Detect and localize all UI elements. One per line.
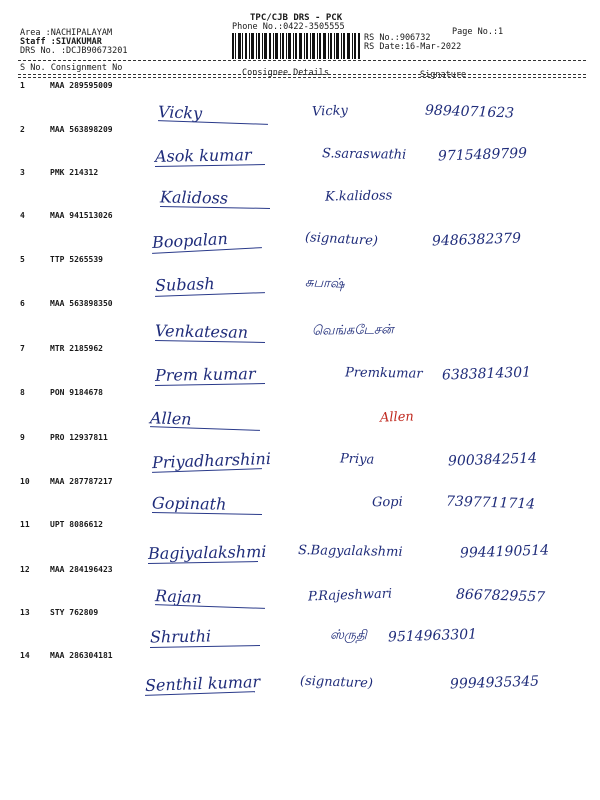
row-number: 1 — [20, 81, 25, 90]
barcode — [232, 33, 360, 59]
phone-number-handwritten: 6383814301 — [441, 364, 532, 384]
row-number: 2 — [20, 125, 25, 134]
consignee-name: Shruthi — [149, 626, 212, 647]
consignment-number: UPT 8086612 — [50, 520, 103, 529]
row-number: 7 — [20, 344, 25, 353]
consignee-name: Allen — [149, 408, 192, 429]
phone-number-handwritten: 9894071623 — [424, 102, 515, 122]
consignee-name: Subash — [154, 273, 215, 296]
consignment-number: MAA 289595009 — [50, 81, 113, 90]
signature: Premkumar — [344, 365, 423, 382]
consignee-name: Bagiyalakshmi — [147, 541, 267, 564]
column-signature: Signature — [420, 70, 467, 80]
name-underline — [160, 206, 270, 209]
consignment-number: STY 762809 — [50, 608, 99, 617]
signature: Allen — [379, 409, 415, 426]
rs-number: RS No.:906732 — [364, 33, 431, 43]
name-underline — [150, 426, 260, 431]
consignee-name: Boopalan — [151, 229, 229, 252]
phone-number-handwritten: 9715489799 — [437, 145, 528, 165]
row-number: 3 — [20, 168, 25, 177]
phone-number-handwritten: 7397711714 — [445, 493, 536, 513]
signature: ஸ்ருதி — [329, 627, 367, 644]
signature: S.Bagyalakshmi — [297, 543, 403, 560]
consignment-number: TTP 5265539 — [50, 255, 103, 264]
row-number: 14 — [20, 651, 30, 660]
divider-header — [18, 74, 586, 75]
row-number: 8 — [20, 388, 25, 397]
consignee-name: Prem kumar — [154, 364, 256, 385]
name-underline — [158, 120, 268, 125]
row-number: 10 — [20, 477, 30, 486]
phone-number-handwritten: 9003842514 — [447, 450, 538, 470]
phone-number-handwritten: 9944190514 — [459, 542, 550, 562]
name-underline — [155, 340, 265, 343]
consignee-name: Senthil kumar — [144, 671, 261, 696]
signature: (signature) — [304, 230, 379, 249]
page-number: Page No.:1 — [452, 27, 504, 37]
row-number: 6 — [20, 299, 25, 308]
consignment-number: MAA 563898209 — [50, 125, 113, 134]
consignee-name: Rajan — [154, 586, 203, 607]
signature: S.saraswathi — [321, 146, 407, 163]
row-number: 9 — [20, 433, 25, 442]
consignee-name: Kalidoss — [159, 187, 229, 208]
consignee-name: Priyadharshini — [151, 448, 272, 473]
phone-number-handwritten: 9514963301 — [387, 626, 478, 646]
signature: சுபாஷ் — [304, 275, 345, 292]
name-underline — [152, 512, 262, 515]
signature: வெங்கடேசன் — [311, 322, 394, 339]
divider-top — [18, 60, 586, 61]
drs-number: DRS No. :DCJB90673201 — [20, 46, 128, 56]
signature: Priya — [339, 451, 375, 468]
report-title: TPC/CJB DRS - PCK — [250, 13, 343, 23]
area-label: Area :NACHIPALAYAM — [20, 28, 113, 38]
phone-number-handwritten: 9994935345 — [449, 673, 540, 693]
row-number: 5 — [20, 255, 25, 264]
consignment-number: MAA 287787217 — [50, 477, 113, 486]
phone-number-handwritten: 8667829557 — [455, 586, 546, 606]
name-underline — [155, 604, 265, 609]
row-number: 12 — [20, 565, 30, 574]
rs-date: RS Date:16-Mar-2022 — [364, 42, 462, 52]
consignment-number: MAA 286304181 — [50, 651, 113, 660]
consignment-number: PON 9184678 — [50, 388, 103, 397]
consignee-name: Venkatesan — [154, 321, 249, 342]
row-number: 4 — [20, 211, 25, 220]
signature: P.Rajeshwari — [307, 586, 393, 605]
consignment-number: PMK 214312 — [50, 168, 99, 177]
consignment-number: PRO 12937811 — [50, 433, 108, 442]
consignee-name: Vicky — [157, 102, 203, 123]
consignment-number: MTR 2185962 — [50, 344, 103, 353]
phone-number-handwritten: 9486382379 — [431, 230, 522, 250]
consignment-number: MAA 284196423 — [50, 565, 113, 574]
signature: (signature) — [299, 673, 374, 692]
consignment-number: MAA 941513026 — [50, 211, 113, 220]
divider-header-2 — [18, 77, 586, 78]
consignment-number: MAA 563898350 — [50, 299, 113, 308]
signature: K.kalidoss — [324, 188, 393, 205]
column-consignee: Consignee Details — [242, 68, 329, 78]
phone-number: Phone No.:0422-3505555 — [232, 22, 345, 32]
signature: Vicky — [311, 103, 349, 120]
column-sno-consignment: S No. Consignment No — [20, 63, 123, 73]
row-number: 13 — [20, 608, 30, 617]
row-number: 11 — [20, 520, 30, 529]
consignee-name: Gopinath — [151, 493, 227, 514]
signature: Gopi — [371, 494, 403, 511]
consignee-name: Asok kumar — [154, 145, 252, 166]
staff-label: Staff :SIVAKUMAR — [20, 37, 102, 47]
